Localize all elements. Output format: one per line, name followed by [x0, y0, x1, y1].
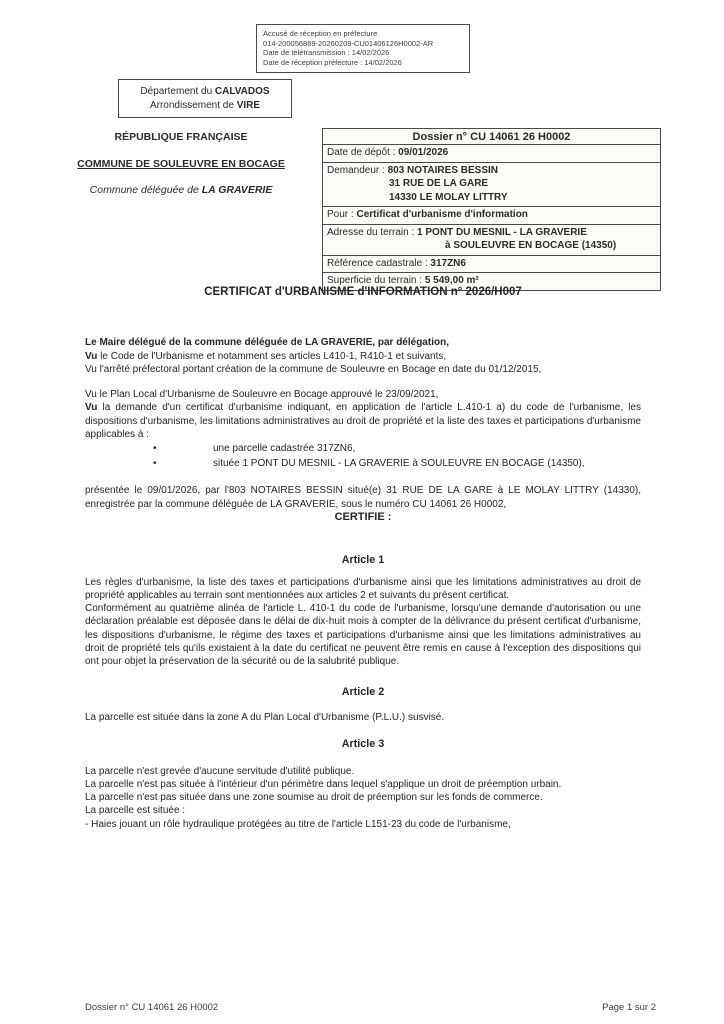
vu-text: le Code de l'Urbanisme et notamment ses articles L410-1, R410-1 et suivants,	[97, 350, 447, 362]
commune-heading: COMMUNE DE SOULEUVRE EN BOCAGE	[77, 158, 285, 170]
list-item	[85, 441, 641, 456]
table-row-demandeur	[323, 163, 660, 208]
arrondissement-label: Arrondissement de	[149, 99, 237, 111]
article-3-heading: Article 3	[341, 738, 385, 751]
demandeur-street: 31 RUE DE LA GARE	[389, 178, 489, 189]
pour-label: Pour :	[327, 209, 357, 220]
bullet-icon: •	[153, 458, 157, 470]
department-name: CALVADOS	[214, 86, 270, 97]
table-row-pour	[323, 207, 660, 225]
article-1-paragraph-2: Conformément au quatrième alinéa de l'article L. 410-1 du code de l'urbanisme, lorsqu'une demande d'autorisation ou une déclaration préalable est déposée dans le délai de dix-huit mois à compter de la délivrance du présent certificat d'urbanisme, les dispositions d'urbanisme, le régime des taxes et participations d'urbanisme ainsi que les limitations administratives au droit de propriété tels qu'ils existaient à la date du certificat ne peuvent être remis en cause à l'exception des dispositions qui ont pour objet la préservation de la sécurité ou de la salubrité publique.	[85, 603, 641, 668]
adresse-value: 1 PONT DU MESNIL - LA GRAVERIE	[417, 226, 587, 238]
demandeur-name: 803 NOTAIRES BESSIN	[387, 164, 498, 176]
receipt-reception-date: Date de réception préfecture : 14/02/2026	[263, 58, 402, 68]
footer-dossier-number: Dossier n° CU 14061 26 H0002	[85, 1002, 219, 1013]
superficie-label: Superficie du terrain :	[327, 275, 425, 286]
list-item	[85, 456, 641, 471]
demandeur-city: 14330 LE MOLAY LITTRY	[389, 191, 508, 203]
dossier-number-header: Dossier n° CU 14061 26 H0002	[323, 129, 660, 145]
table-row-adresse	[323, 225, 660, 256]
bullet-text: située 1 PONT DU MESNIL - LA GRAVERIE à SOULEUVRE EN BOCAGE (14350),	[213, 458, 585, 470]
vu-plu-paragraph: Vu le Plan Local d'Urbanisme de Souleuvre en Bocage approuvé le 23/09/2021,	[85, 389, 439, 401]
department-label: Département du	[140, 86, 215, 97]
republic-heading: RÉPUBLIQUE FRANÇAISE	[114, 131, 248, 143]
reference-label: Référence cadastrale :	[327, 257, 431, 269]
table-row-reference	[323, 256, 660, 274]
vu-bold: Vu	[85, 402, 98, 414]
department-box	[118, 79, 292, 118]
footer-page-number: Page 1 sur 2	[602, 1002, 656, 1013]
document-body	[85, 286, 641, 831]
vu-demande-paragraph	[85, 401, 641, 441]
depot-label: Date de dépôt :	[327, 147, 399, 158]
adresse-line2	[327, 239, 656, 253]
maire-paragraph: Le Maire délégué de la commune déléguée de LA GRAVERIE, par délégation,	[85, 337, 449, 349]
article-3-paragraph-1: La parcelle n'est grevée d'aucune servitude d'utilité publique.	[85, 765, 355, 777]
vu-line-2: Vu l'arrêté préfectoral portant création de la commune de Souleuvre en Bocage en date du 01/12/2015,	[85, 363, 542, 375]
dossier-table	[322, 128, 661, 291]
prefecture-receipt-box	[256, 24, 470, 73]
receipt-line: Accusé de réception en préfecture	[263, 29, 378, 38]
certificate-title: CERTIFICAT d'URBANISME d'INFORMATION n° 2026/H007	[204, 286, 522, 298]
delegated-name: LA GRAVERIE	[201, 184, 273, 196]
vu-code-urbanisme	[85, 350, 641, 377]
bullet-text: une parcelle cadastrée 317ZN6,	[213, 443, 356, 455]
article-2-heading: Article 2	[341, 685, 385, 698]
department-line	[121, 85, 289, 99]
bullet-list	[85, 441, 641, 471]
receipt-reference: 014-200056869-20260209-CU01406126H0002-AR	[263, 38, 434, 48]
superficie-value: 5 549,00 m²	[424, 275, 479, 286]
article-3-paragraph-2: La parcelle n'est pas située à l'intérieur d'un périmètre dans lequel s'applique un droit de préemption urbain.	[85, 778, 562, 790]
vu-text: la demande d'un certificat d'urbanisme indiquant, en application de l'article L.410-1 a) du code de l'urbanisme, les dispositions d'urbanisme, les limitations administratives au droit de propriété et la liste des taxes et participations d'urbanisme applicables à :	[85, 402, 641, 441]
pour-value: Certificat d'urbanisme d'information	[356, 209, 528, 220]
article-2-paragraph: La parcelle est située dans la zone A du Plan Local d'Urbanisme (P.L.U.) susvisé.	[85, 711, 445, 723]
arrondissement-name: VIRE	[236, 99, 261, 111]
depot-value: 09/01/2026	[398, 147, 449, 158]
article-1-heading: Article 1	[341, 554, 385, 567]
reference-value: 317ZN6	[430, 257, 466, 269]
receipt-transmission-date: Date de télétransmission : 14/02/2026	[263, 48, 390, 58]
table-row-depot	[323, 145, 660, 163]
vu-line-1	[85, 350, 641, 363]
demandeur-label: Demandeur :	[327, 164, 388, 176]
certifie-heading: CERTIFIE :	[334, 510, 392, 523]
arrondissement-line	[121, 99, 289, 113]
article-3-paragraph-3: La parcelle n'est pas située dans une zone soumise au droit de préemption sur les fonds de commerce.	[85, 792, 543, 804]
vu-bold: Vu	[85, 350, 98, 362]
adresse-commune: à SOULEUVRE EN BOCAGE (14350)	[445, 240, 617, 251]
presentee-paragraph: présentée le 09/01/2026, par l'803 NOTAIRES BESSIN situé(e) 31 RUE DE LA GARE à LE MOLAY LITTRY (14330), enregistrée par la commune déléguée de LA GRAVERIE, sous le numéro CU 14061 26 H0002,	[85, 485, 641, 510]
demandeur-address-line2	[327, 191, 656, 205]
bullet-icon: •	[153, 443, 157, 455]
page-footer	[85, 1002, 656, 1013]
article-3-paragraph-5: - Haies jouant un rôle hydraulique protégées au titre de l'article L151-23 du code de l'urbanisme,	[85, 818, 511, 830]
article-1-paragraph-1: Les règles d'urbanisme, la liste des taxes et participations d'urbanisme ainsi que les limitations administratives au droit de propriété applicables au terrain sont mentionnées aux articles 2 et suivants du présent certificat.	[85, 576, 641, 601]
article-3-paragraph-4: La parcelle est située :	[85, 805, 186, 817]
delegated-prefix: Commune déléguée de	[89, 184, 202, 196]
delegated-commune-heading	[40, 184, 322, 196]
adresse-label: Adresse du terrain :	[327, 226, 418, 238]
demandeur-address-line1	[327, 177, 656, 191]
